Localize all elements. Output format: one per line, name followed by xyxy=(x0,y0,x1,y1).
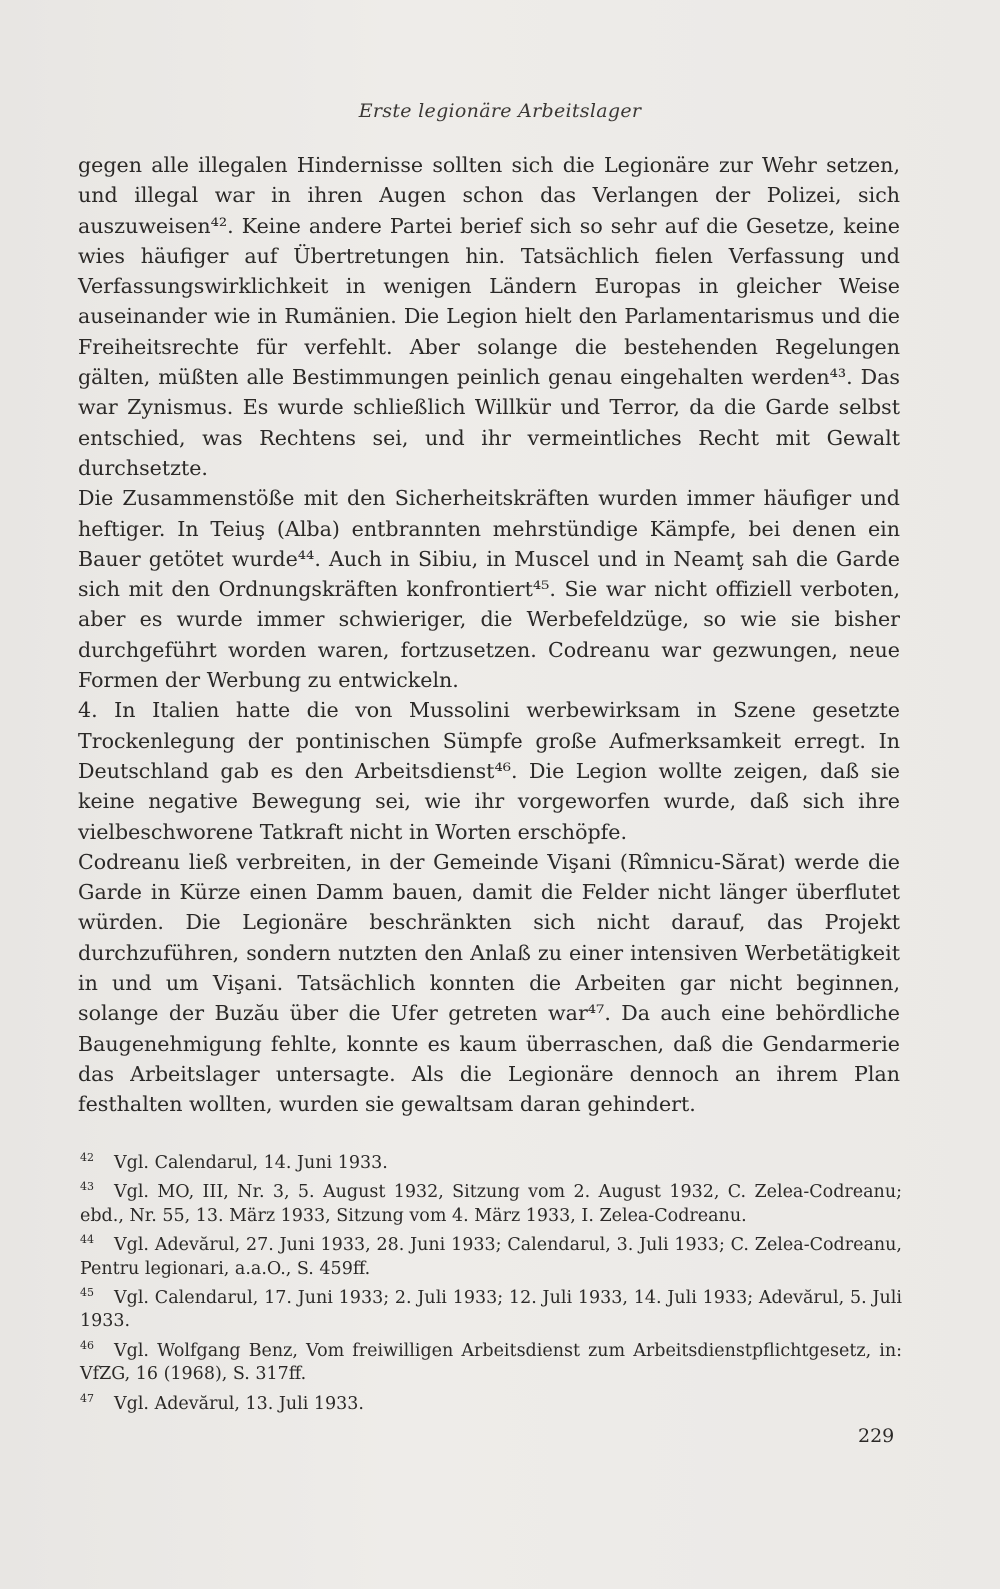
running-head: Erste legionäre Arbeitslager xyxy=(358,100,642,122)
footnote-text: Vgl. Calendarul, 17. Juni 1933; 2. Juli 1933; 12. Juli 1933, 14. Juli 1933; Adevărul, 5. Juli 1933. xyxy=(80,1288,902,1332)
footnote xyxy=(80,1228,902,1281)
footnote-number: 46 xyxy=(80,1338,94,1352)
paragraph: gegen alle illegalen Hindernisse sollten sich die Legionäre zur Wehr setzen, und illegal war in ihren Augen schon das Verlangen der Polizei, sich auszuweisen⁴². Keine andere Partei berief sich so sehr auf die Gesetze, keine wies häufiger auf Übertretungen hin. Tatsächlich fielen Verfassung und Verfassungswirklichkeit in wenigen Ländern Europas in gleicher Weise auseinander wie in Rumänien. Die Legion hielt den Parlamentarismus und die Freiheitsrechte für verfehlt. Aber solange die bestehenden Regelungen gälten, müßten alle Bestimmungen peinlich genau eingehalten werden⁴³. Das war Zynismus. Es wurde schließlich Willkür und Terror, da die Garde selbst entschied, was Rechtens sei, und ihr vermeintliches Recht mit Gewalt durchsetzte. xyxy=(78,153,900,480)
page-number: 229 xyxy=(858,1425,895,1447)
footnote xyxy=(80,1281,902,1334)
footnote-number: 47 xyxy=(80,1391,94,1405)
footnote xyxy=(80,1175,902,1228)
footnotes xyxy=(80,1146,902,1416)
footnote xyxy=(80,1334,902,1387)
footnote xyxy=(80,1146,902,1175)
footnote-number: 43 xyxy=(80,1180,94,1194)
footnote-number: 45 xyxy=(80,1286,94,1300)
footnote-text: Vgl. Wolfgang Benz, Vom freiwilligen Arbeitsdienst zum Arbeitsdienstpflichtgesetz, in: VfZG, 16 (1968), S. 317ff. xyxy=(80,1340,902,1385)
footnote-number: 42 xyxy=(80,1151,94,1164)
footnote-text: Vgl. MO, III, Nr. 3, 5. August 1932, Sitzung vom 2. August 1932, C. Zelea-Codreanu; ebd., Nr. 55, 13. März 1933, Sitzung vom 4. März 1933, I. Zelea-Codreanu. xyxy=(80,1182,902,1226)
footnote-text: Vgl. Calendarul, 14. Juni 1933. xyxy=(114,1153,388,1173)
footnote-text: Vgl. Adevărul, 13. Juli 1933. xyxy=(114,1393,364,1414)
body-text xyxy=(78,150,900,1120)
paragraph: Codreanu ließ verbreiten, in der Gemeinde Vişani (Rîmnicu-Sărat) werde die Garde in Kürze einen Damm bauen, damit die Felder nicht länger überflutet würden. Die Legionäre beschränkten sich nicht darauf, das Projekt durchzuführen, sondern nutzten den Anlaß zu einer intensiven Werbetätigkeit in und um Vişani. Tatsächlich konnten die Arbeiten gar nicht beginnen, solange der Buzău über die Ufer getreten war⁴⁷. Da auch eine behördliche Baugenehmigung fehlte, konnte es kaum überraschen, daß die Gendarmerie das Arbeitslager untersagte. Als die Legionäre dennoch an ihrem Plan festhalten wollten, wurden sie gewaltsam daran gehindert. xyxy=(78,849,900,1117)
footnote xyxy=(80,1387,902,1416)
footnote-text: Vgl. Adevărul, 27. Juni 1933, 28. Juni 1933; Calendarul, 3. Juli 1933; C. Zelea-Codreanu, Pentru legionari, a.a.O., S. 459ff. xyxy=(80,1235,902,1279)
footnote-number: 44 xyxy=(80,1233,94,1247)
paragraph: Die Zusammenstöße mit den Sicherheitskräften wurden immer häufiger und heftiger. In Teiuş (Alba) entbrannten mehrstündige Kämpfe, bei denen ein Bauer getötet wurde⁴⁴. Auch in Sibiu, in Muscel und in Neamţ sah die Garde sich mit den Ordnungskräften konfrontiert⁴⁵. Sie war nicht offiziell verboten, aber es wurde immer schwieriger, die Werbefeldzüge, so wie sie bisher durchgeführt worden waren, fortzusetzen. Codreanu war gezwungen, neue Formen der Werbung zu entwickeln. xyxy=(78,486,900,693)
paragraph: 4. In Italien hatte die von Mussolini werbewirksam in Szene gesetzte Trockenlegung der pontinischen Sümpfe große Aufmerksamkeit erregt. In Deutschland gab es den Arbeitsdienst⁴⁶. Die Legion wollte zeigen, daß sie keine negative Bewegung sei, wie ihr vorgeworfen wurde, daß sich ihre vielbeschworene Tatkraft nicht in Worten erschöpfe. xyxy=(78,698,900,844)
